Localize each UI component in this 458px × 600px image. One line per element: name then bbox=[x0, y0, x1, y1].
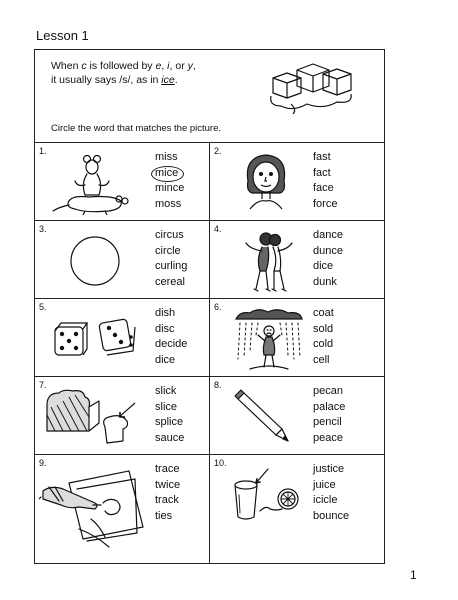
word-option[interactable]: circle bbox=[155, 244, 181, 257]
word-option[interactable]: justice bbox=[313, 463, 345, 475]
word-option[interactable]: dunk bbox=[313, 275, 337, 288]
word-list bbox=[155, 462, 180, 524]
bread-slice-icon bbox=[43, 387, 143, 449]
word-option[interactable]: sauce bbox=[155, 431, 185, 444]
word-option[interactable]: face bbox=[313, 182, 334, 195]
word-option[interactable]: dance bbox=[313, 229, 343, 241]
word-option[interactable]: ties bbox=[155, 509, 173, 522]
word-option[interactable]: slick bbox=[155, 385, 177, 397]
word-option[interactable]: track bbox=[155, 494, 179, 507]
item-cell bbox=[210, 455, 385, 564]
word-option[interactable]: palace bbox=[313, 400, 346, 413]
word-option[interactable]: fast bbox=[313, 151, 331, 163]
word-option[interactable]: cold bbox=[313, 338, 334, 351]
word-list bbox=[313, 306, 334, 368]
word-option[interactable]: moss bbox=[155, 197, 182, 210]
word-option[interactable]: pencil bbox=[313, 416, 342, 429]
word-option[interactable]: circus bbox=[155, 229, 184, 241]
item-number: 1. bbox=[39, 146, 47, 156]
instruction: Circle the word that matches the picture. bbox=[51, 123, 222, 134]
item-cell bbox=[210, 221, 385, 299]
page-number: 1 bbox=[410, 568, 417, 582]
word-option[interactable]: cell bbox=[313, 353, 330, 366]
word-list bbox=[313, 462, 349, 524]
word-list bbox=[313, 228, 343, 290]
word-list bbox=[155, 384, 184, 446]
word-option[interactable]: cereal bbox=[155, 275, 185, 288]
item-cell bbox=[35, 221, 210, 299]
word-list bbox=[155, 228, 187, 290]
word-option-circled[interactable]: mice bbox=[155, 166, 184, 182]
word-option[interactable]: decide bbox=[155, 338, 188, 351]
rule-box bbox=[35, 50, 384, 143]
word-list bbox=[313, 150, 337, 212]
item-number: 8. bbox=[214, 380, 222, 390]
ice-cubes-icon bbox=[267, 60, 357, 116]
word-option[interactable]: coat bbox=[313, 307, 334, 319]
word-option[interactable]: fact bbox=[313, 166, 331, 179]
worksheet bbox=[34, 49, 385, 564]
phonics-rule: When c is followed by e, i, or y, it usually says /s/, as in ice. bbox=[51, 60, 196, 86]
word-option[interactable]: disc bbox=[155, 322, 175, 335]
word-option[interactable]: peace bbox=[313, 431, 343, 444]
word-option[interactable]: trace bbox=[155, 463, 180, 475]
word-option[interactable]: miss bbox=[155, 151, 178, 163]
item-cell bbox=[210, 377, 385, 455]
word-option[interactable]: bounce bbox=[313, 509, 350, 522]
word-option[interactable]: dice bbox=[313, 260, 334, 273]
item-number: 2. bbox=[214, 146, 222, 156]
dice-icon bbox=[51, 315, 143, 359]
word-option[interactable]: icicle bbox=[313, 494, 338, 507]
item-number: 5. bbox=[39, 302, 47, 312]
word-list bbox=[313, 384, 345, 446]
word-option[interactable]: twice bbox=[155, 478, 181, 491]
item-number: 10. bbox=[214, 458, 227, 468]
word-option[interactable]: dunce bbox=[313, 244, 343, 257]
word-option[interactable]: dish bbox=[155, 307, 176, 319]
face-icon bbox=[240, 151, 292, 215]
item-cell bbox=[210, 143, 385, 221]
mice-icon bbox=[49, 151, 139, 215]
pencil-icon bbox=[234, 389, 294, 445]
item-cell bbox=[35, 377, 210, 455]
word-option[interactable]: juice bbox=[313, 478, 336, 491]
item-number: 4. bbox=[214, 224, 222, 234]
circle-icon bbox=[67, 233, 123, 289]
item-cell bbox=[35, 143, 210, 221]
item-number: 3. bbox=[39, 224, 47, 234]
item-cell bbox=[35, 455, 210, 564]
word-option[interactable]: force bbox=[313, 197, 338, 210]
item-number: 9. bbox=[39, 458, 47, 468]
item-number: 7. bbox=[39, 380, 47, 390]
dance-icon bbox=[240, 229, 300, 295]
juice-icon bbox=[232, 465, 312, 525]
word-option[interactable]: splice bbox=[155, 416, 184, 429]
word-option[interactable]: mince bbox=[155, 182, 185, 195]
word-option[interactable]: slice bbox=[155, 400, 178, 413]
trace-icon bbox=[39, 469, 145, 549]
word-option[interactable]: dice bbox=[155, 353, 176, 366]
lesson-title: Lesson 1 bbox=[36, 28, 89, 43]
item-cell bbox=[210, 299, 385, 377]
word-option[interactable]: sold bbox=[313, 322, 334, 335]
word-list bbox=[155, 306, 187, 368]
item-cell bbox=[35, 299, 210, 377]
word-option[interactable]: curling bbox=[155, 260, 188, 273]
word-list bbox=[155, 150, 184, 212]
word-option[interactable]: pecan bbox=[313, 385, 343, 397]
cold-rain-icon bbox=[232, 307, 308, 373]
item-number: 6. bbox=[214, 302, 222, 312]
